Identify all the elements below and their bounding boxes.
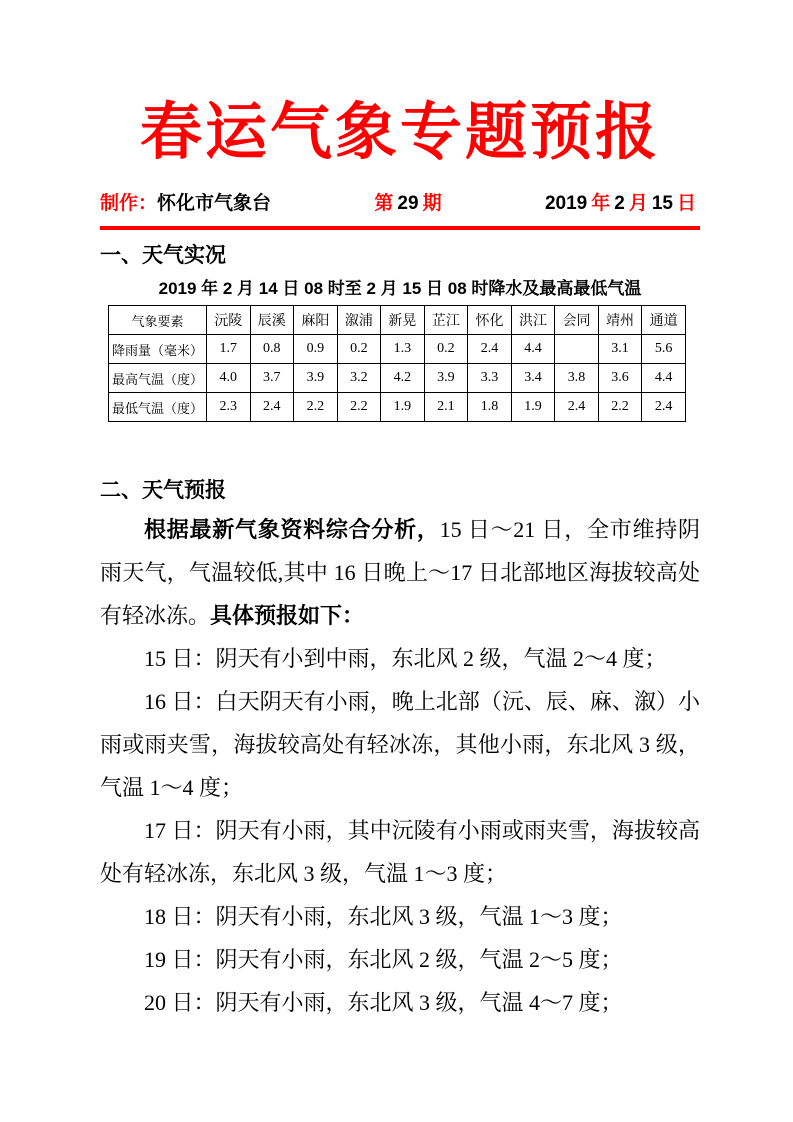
cell: 1.7 — [207, 335, 251, 364]
header-cell: 溆浦 — [337, 306, 381, 335]
date-month-unit: 月 — [628, 193, 648, 214]
issue-date — [545, 189, 700, 219]
cell: 5.6 — [642, 335, 686, 364]
forecast-day-18: 18 日：阴天有小雨，东北风 3 级，气温 1～3 度； — [144, 904, 623, 929]
producer-name: 怀化市气象台 — [157, 193, 272, 214]
issue-number-line — [374, 189, 441, 219]
cell: 3.4 — [511, 364, 555, 393]
cell: 1.9 — [511, 393, 555, 422]
cell: 0.9 — [294, 335, 338, 364]
header-cell: 会同 — [555, 306, 599, 335]
intro-tail: 具体预报如下： — [210, 603, 365, 628]
forecast-day-15: 15 日：阴天有小到中雨，东北风 2 级，气温 2～4 度； — [144, 646, 667, 671]
row-label: 最高气温（度） — [109, 364, 207, 393]
forecast-intro — [100, 508, 700, 637]
header-cell: 麻阳 — [294, 306, 338, 335]
forecast-day-17: 17 日：阴天有小雨，其中沅陵有小雨或雨夹雪，海拔较高处有轻冰冻，东北风 3 级，气温 1～3 度； — [100, 818, 700, 886]
cell: 1.9 — [381, 393, 425, 422]
table-row-max-temp — [109, 364, 686, 393]
cell: 3.8 — [555, 364, 599, 393]
date-day-unit: 日 — [676, 193, 696, 214]
issue-number: 29 — [397, 193, 419, 214]
cell: 3.9 — [294, 364, 338, 393]
page-title: 春运气象专题预报 — [139, 99, 660, 167]
forecast-day-19: 19 日：阴天有小雨，东北风 2 级，气温 2～5 度； — [144, 947, 623, 972]
header-cell: 新晃 — [381, 306, 425, 335]
cell: 3.7 — [250, 364, 294, 393]
row-label: 最低气温（度） — [109, 393, 207, 422]
date-month: 2 — [614, 193, 625, 214]
cell: 2.3 — [207, 393, 251, 422]
cell: 0.2 — [337, 335, 381, 364]
date-year-unit: 年 — [591, 193, 611, 214]
cell: 3.9 — [424, 364, 468, 393]
cell: 0.2 — [424, 335, 468, 364]
cell: 2.2 — [598, 393, 642, 422]
cell: 4.2 — [381, 364, 425, 393]
table-row-rainfall — [109, 335, 686, 364]
section-forecast-heading: 二、天气预报 — [100, 479, 226, 502]
header-cell: 辰溪 — [250, 306, 294, 335]
header-cell: 气象要素 — [109, 306, 207, 335]
section-observed-heading: 一、天气实况 — [100, 244, 226, 267]
header-cell: 芷江 — [424, 306, 468, 335]
issue-prefix: 第 — [374, 193, 394, 214]
header-cell: 靖州 — [598, 306, 642, 335]
cell: 3.2 — [337, 364, 381, 393]
cell: 2.4 — [468, 335, 512, 364]
cell: 2.4 — [642, 393, 686, 422]
header-cell: 沅陵 — [207, 306, 251, 335]
cell: 1.3 — [381, 335, 425, 364]
cell — [555, 335, 599, 364]
header-cell: 通道 — [642, 306, 686, 335]
cell: 3.3 — [468, 364, 512, 393]
intro-body: 15 日～21 日，全市维持阴雨天气，气温较低,其中 16 日晚上～17 日北部地区海拔较高处有轻冰冻。 — [100, 517, 700, 628]
cell: 1.8 — [468, 393, 512, 422]
header-cell: 怀化 — [468, 306, 512, 335]
cell: 4.4 — [511, 335, 555, 364]
cell: 2.4 — [250, 393, 294, 422]
cell: 2.2 — [337, 393, 381, 422]
header-cell: 洪江 — [511, 306, 555, 335]
issue-suffix: 期 — [422, 193, 442, 214]
cell: 3.1 — [598, 335, 642, 364]
cell: 2.4 — [555, 393, 599, 422]
produced-label: 制作： — [100, 193, 158, 214]
date-year: 2019 — [544, 193, 588, 214]
table-row-min-temp — [109, 393, 686, 422]
row-label: 降雨量（毫米） — [109, 335, 207, 364]
weather-table — [108, 305, 686, 422]
weather-table-title: 2019 年 2 月 14 日 08 时至 2 月 15 日 08 时降水及最高最低气温 — [158, 279, 642, 298]
cell: 4.0 — [207, 364, 251, 393]
cell: 2.1 — [424, 393, 468, 422]
cell: 4.4 — [642, 364, 686, 393]
issue-header — [100, 189, 700, 230]
date-day: 15 — [651, 193, 673, 214]
forecast-day-16: 16 日：白天阴天有小雨，晚上北部（沅、辰、麻、溆）小雨或雨夹雪，海拔较高处有轻冰冻，其他小雨，东北风 3 级，气温 1～4 度； — [100, 689, 700, 800]
cell: 0.8 — [250, 335, 294, 364]
forecast-day-20: 20 日：阴天有小雨，东北风 3 级，气温 4～7 度； — [144, 990, 623, 1015]
cell: 3.6 — [598, 364, 642, 393]
producer-line — [100, 189, 271, 219]
cell: 2.2 — [294, 393, 338, 422]
table-header-row — [109, 306, 686, 335]
intro-lead: 根据最新气象资料综合分析， — [144, 517, 440, 542]
